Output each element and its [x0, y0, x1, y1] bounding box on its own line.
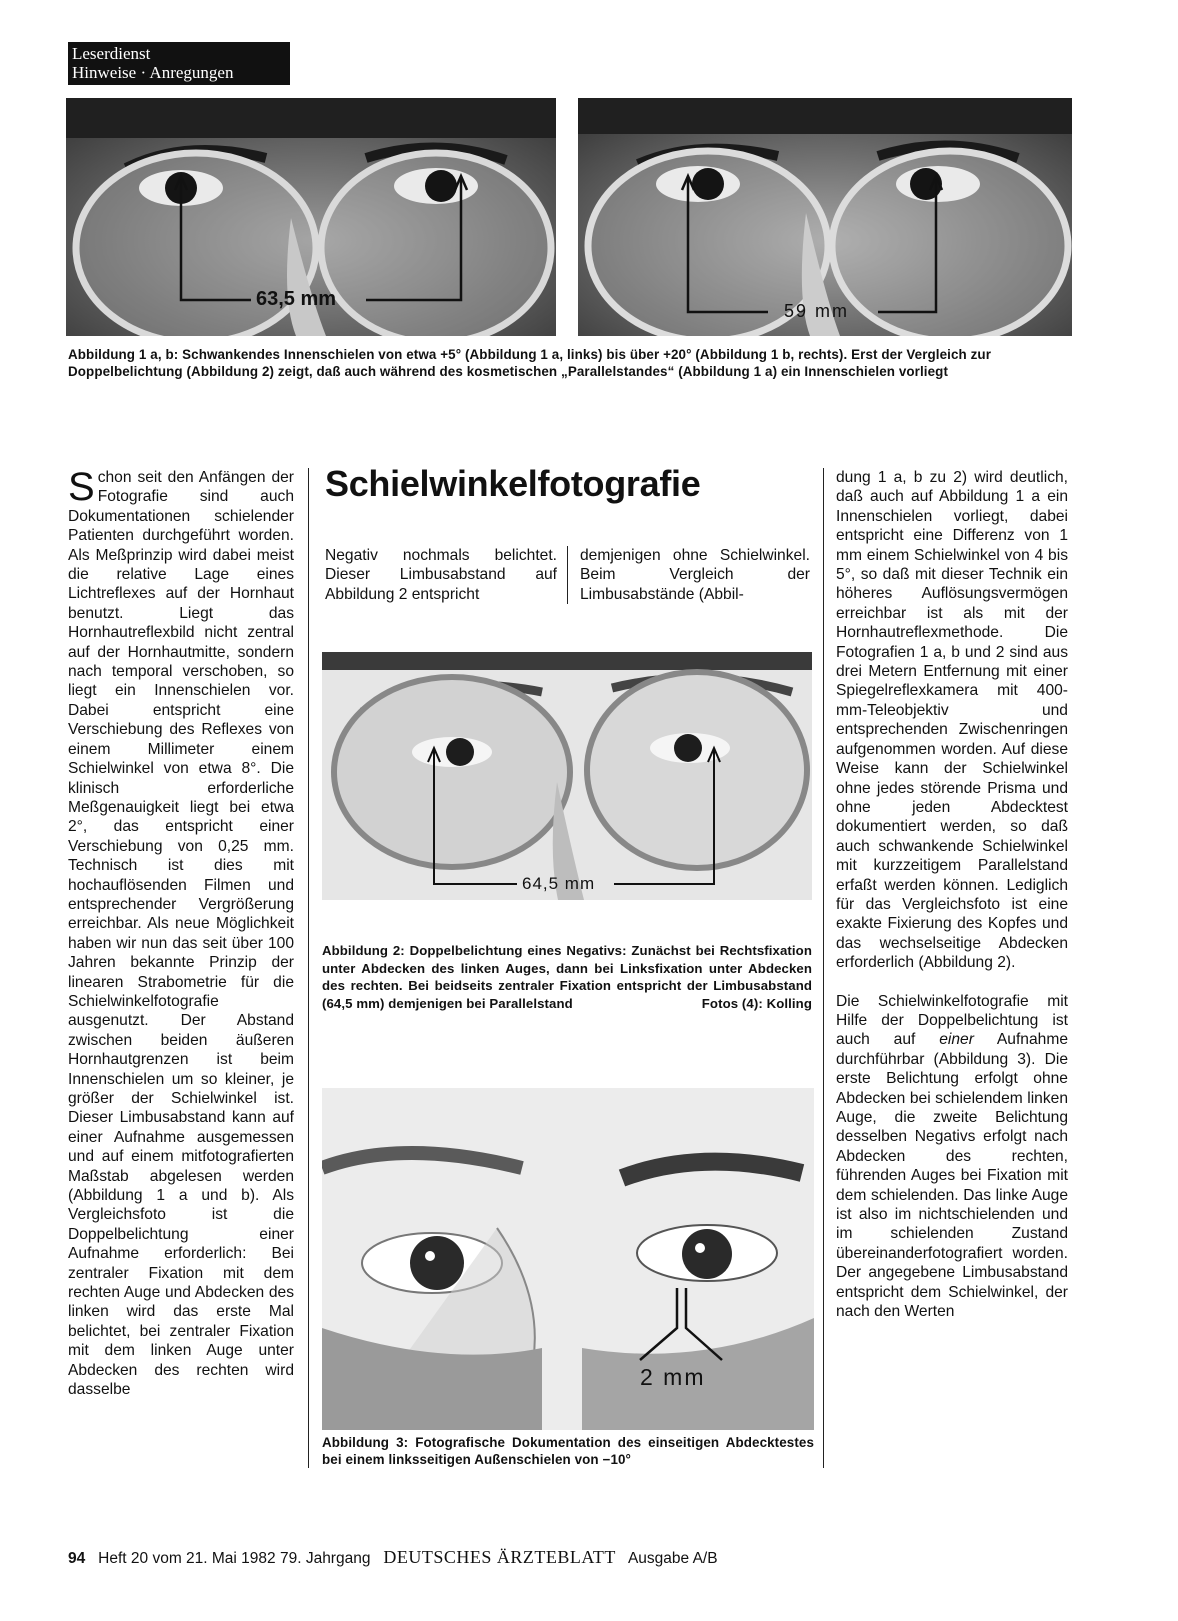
magazine-name: DEUTSCHES ÄRZTEBLATT — [383, 1547, 616, 1567]
figure2-photo — [322, 652, 812, 900]
photo-credit: Fotos (4): Kolling — [701, 995, 812, 1011]
figure3-measure-label: 2 mm — [640, 1364, 706, 1390]
middle-text-left: Negativ nochmals belichtet. Dieser Limbusabstand auf Abbildung 2 entspricht — [325, 547, 557, 603]
column-1-text: chon seit den Anfängen der Fotografie sind auch Dokumentationen schielender Patienten durchgeführt worden. Als Meßprinzip wird dabei meist die relative Lage eines Lichtreflexes auf der Hornhaut benutzt. Liegt das Hornhautreflexbild nicht zentral auf der Hornhautmitte, sondern nach temporal verschoben, so liegt ein Innenschielen vor. Dabei entspricht eine Verschiebung des Reflexes von einem Millimeter einem Schielwinkel von etwa 8°. Die klinisch erforderliche Meßgenauigkeit liegt bei etwa 2°, das entspricht einer Verschiebung von 0,25 mm. Technisch ist dies mit hochauflösenden Filmen und entsprechender Vergrößerung erreichbar. Als neue Möglichkeit haben wir nun das seit über 100 Jahren bekannte Prinzip der linearen Strabometrie für die Schielwinkelfotografie ausgenutzt. Der Abstand zwischen beiden äußeren Hornhautgrenzen ist beim Innenschielen um so kleiner, je größer der Schielwinkel ist. Dieser Limbusabstand kann auf einer Aufnahme ausgemessen und auf einem mitfotografierten Maßstab abgelesen werden (Abbildung 1 a und b). Als Vergleichsfoto ist die Doppelbelichtung einer Aufnahme erforderlich: Bei zentraler Fixation mit dem rechten Auge und Abdecken des linken wird das erste Mal belichtet, bei zentraler Fixation mit dem linken Auge unter Abdecken des rechten wird dasselbe — [68, 469, 294, 1399]
page-number: 94 — [68, 1550, 86, 1567]
column-rule-right — [823, 468, 824, 1468]
figure1-caption: Abbildung 1 a, b: Schwankendes Innenschielen von etwa +5° (Abbildung 1 a, links) bis über +20° (Abbildung 1 b, rechts). Erst der Vergleich zur Doppelbelichtung (Abbildung 2) zeigt, daß auch während des kosmetischen „Parallelstandes“ (Abbildung 1 a) ein Innenschielen vorliegt — [68, 347, 992, 379]
figure1a-photo — [66, 98, 556, 336]
section-label-line2: Hinweise · Anregungen — [72, 63, 234, 82]
figure2-caption — [322, 942, 812, 1012]
page-footer — [68, 1547, 718, 1568]
edition: Ausgabe A/B — [627, 1550, 718, 1567]
figure3-caption: Abbildung 3: Fotografische Dokumentation des einseitigen Abdecktestes bei einem linksseitigen Außenschielen von −10° — [322, 1435, 814, 1467]
figure3-photo — [322, 1088, 814, 1430]
middle-text-right: demjenigen ohne Schielwinkel. Beim Vergleich der Limbusabstände (Abbil- — [580, 547, 810, 603]
article-title: Schielwinkelfotografie — [325, 463, 701, 504]
figure1a-measure-label: 63,5 mm — [256, 288, 337, 310]
figure1b-measure-label: 59 mm — [784, 301, 850, 321]
column-rule-mid — [567, 546, 568, 604]
article-column-1 — [68, 465, 294, 1400]
figure1b-photo — [578, 98, 1072, 336]
column-3-paragraph-1: dung 1 a, b zu 2) wird deutlich, daß auch auf Abbildung 1 a ein Innenschielen vorliegt, dabei entspricht eine Differenz von 1 mm einem Schielwinkel von 4 bis 5°, so daß mit dieser Technik ein höheres Auflösungsvermögen erreichbar ist als mit der Hornhautreflexmethode. Die Fotografien 1 a, b und 2 sind aus drei Metern Entfernung mit einer Spiegelreflexkamera mit 400-mm-Teleobjektiv und entsprechenden Zwischenringen aufgenommen worden. Auf diese Weise kann der Schielwinkel ohne jedes störende Prisma und ohne jeden Abdecktest dokumentiert werden, so daß auch schwankende Schielwinkel mit kurzzeitigem Parallelstand erfaßt werden können. Lediglich für das Vergleichsfoto ist eine exakte Fixierung des Kopfes und das wechselseitige Abdecken erforderlich (Abbildung 2). — [836, 469, 1068, 972]
column-3-p2-end: Aufnahme durchführbar (Abbildung 3). Die erste Belichtung erfolgt ohne Abdecken bei schielendem linken Auge, die zweite Belichtung desselben Negativs erfolgt nach Abdecken des rechten, führenden Auges bei Fixation mit dem schielenden. Das linke Auge ist also im nichtschielenden und im schielenden Zustand übereinanderfotografiert worden. Der angegebene Limbusabstand entspricht dem Schielwinkel, der nach den Werten — [836, 1031, 1068, 1321]
column-3-p2-start: Die Schielwinkelfotografie mit Hilfe der Doppelbelichtung ist auch auf — [836, 992, 1068, 1049]
section-label — [68, 42, 290, 85]
dropcap: S — [68, 465, 95, 509]
column-rule-left — [308, 468, 309, 1468]
article-column-3 — [836, 468, 1068, 1321]
issue-info: Heft 20 vom 21. Mai 1982 79. Jahrgang — [98, 1550, 371, 1567]
section-label-line1: Leserdienst — [72, 44, 151, 63]
figure2-measure-label: 64,5 mm — [522, 874, 596, 893]
column-3-paragraph-2 — [836, 992, 1068, 1322]
figure2-caption-text: Abbildung 2: Doppelbelichtung eines Negativs: Zunächst bei Rechtsfixation unter Abdecken des linken Auges, dann bei Linksfixation unter Abdecken des rechten. Bei beidseits zentraler Fixation entspricht der Limbusabstand (64,5 mm) demjenigen bei Parallelstand — [322, 943, 812, 1011]
column-3-p2-emphasis: einer — [939, 1031, 974, 1049]
